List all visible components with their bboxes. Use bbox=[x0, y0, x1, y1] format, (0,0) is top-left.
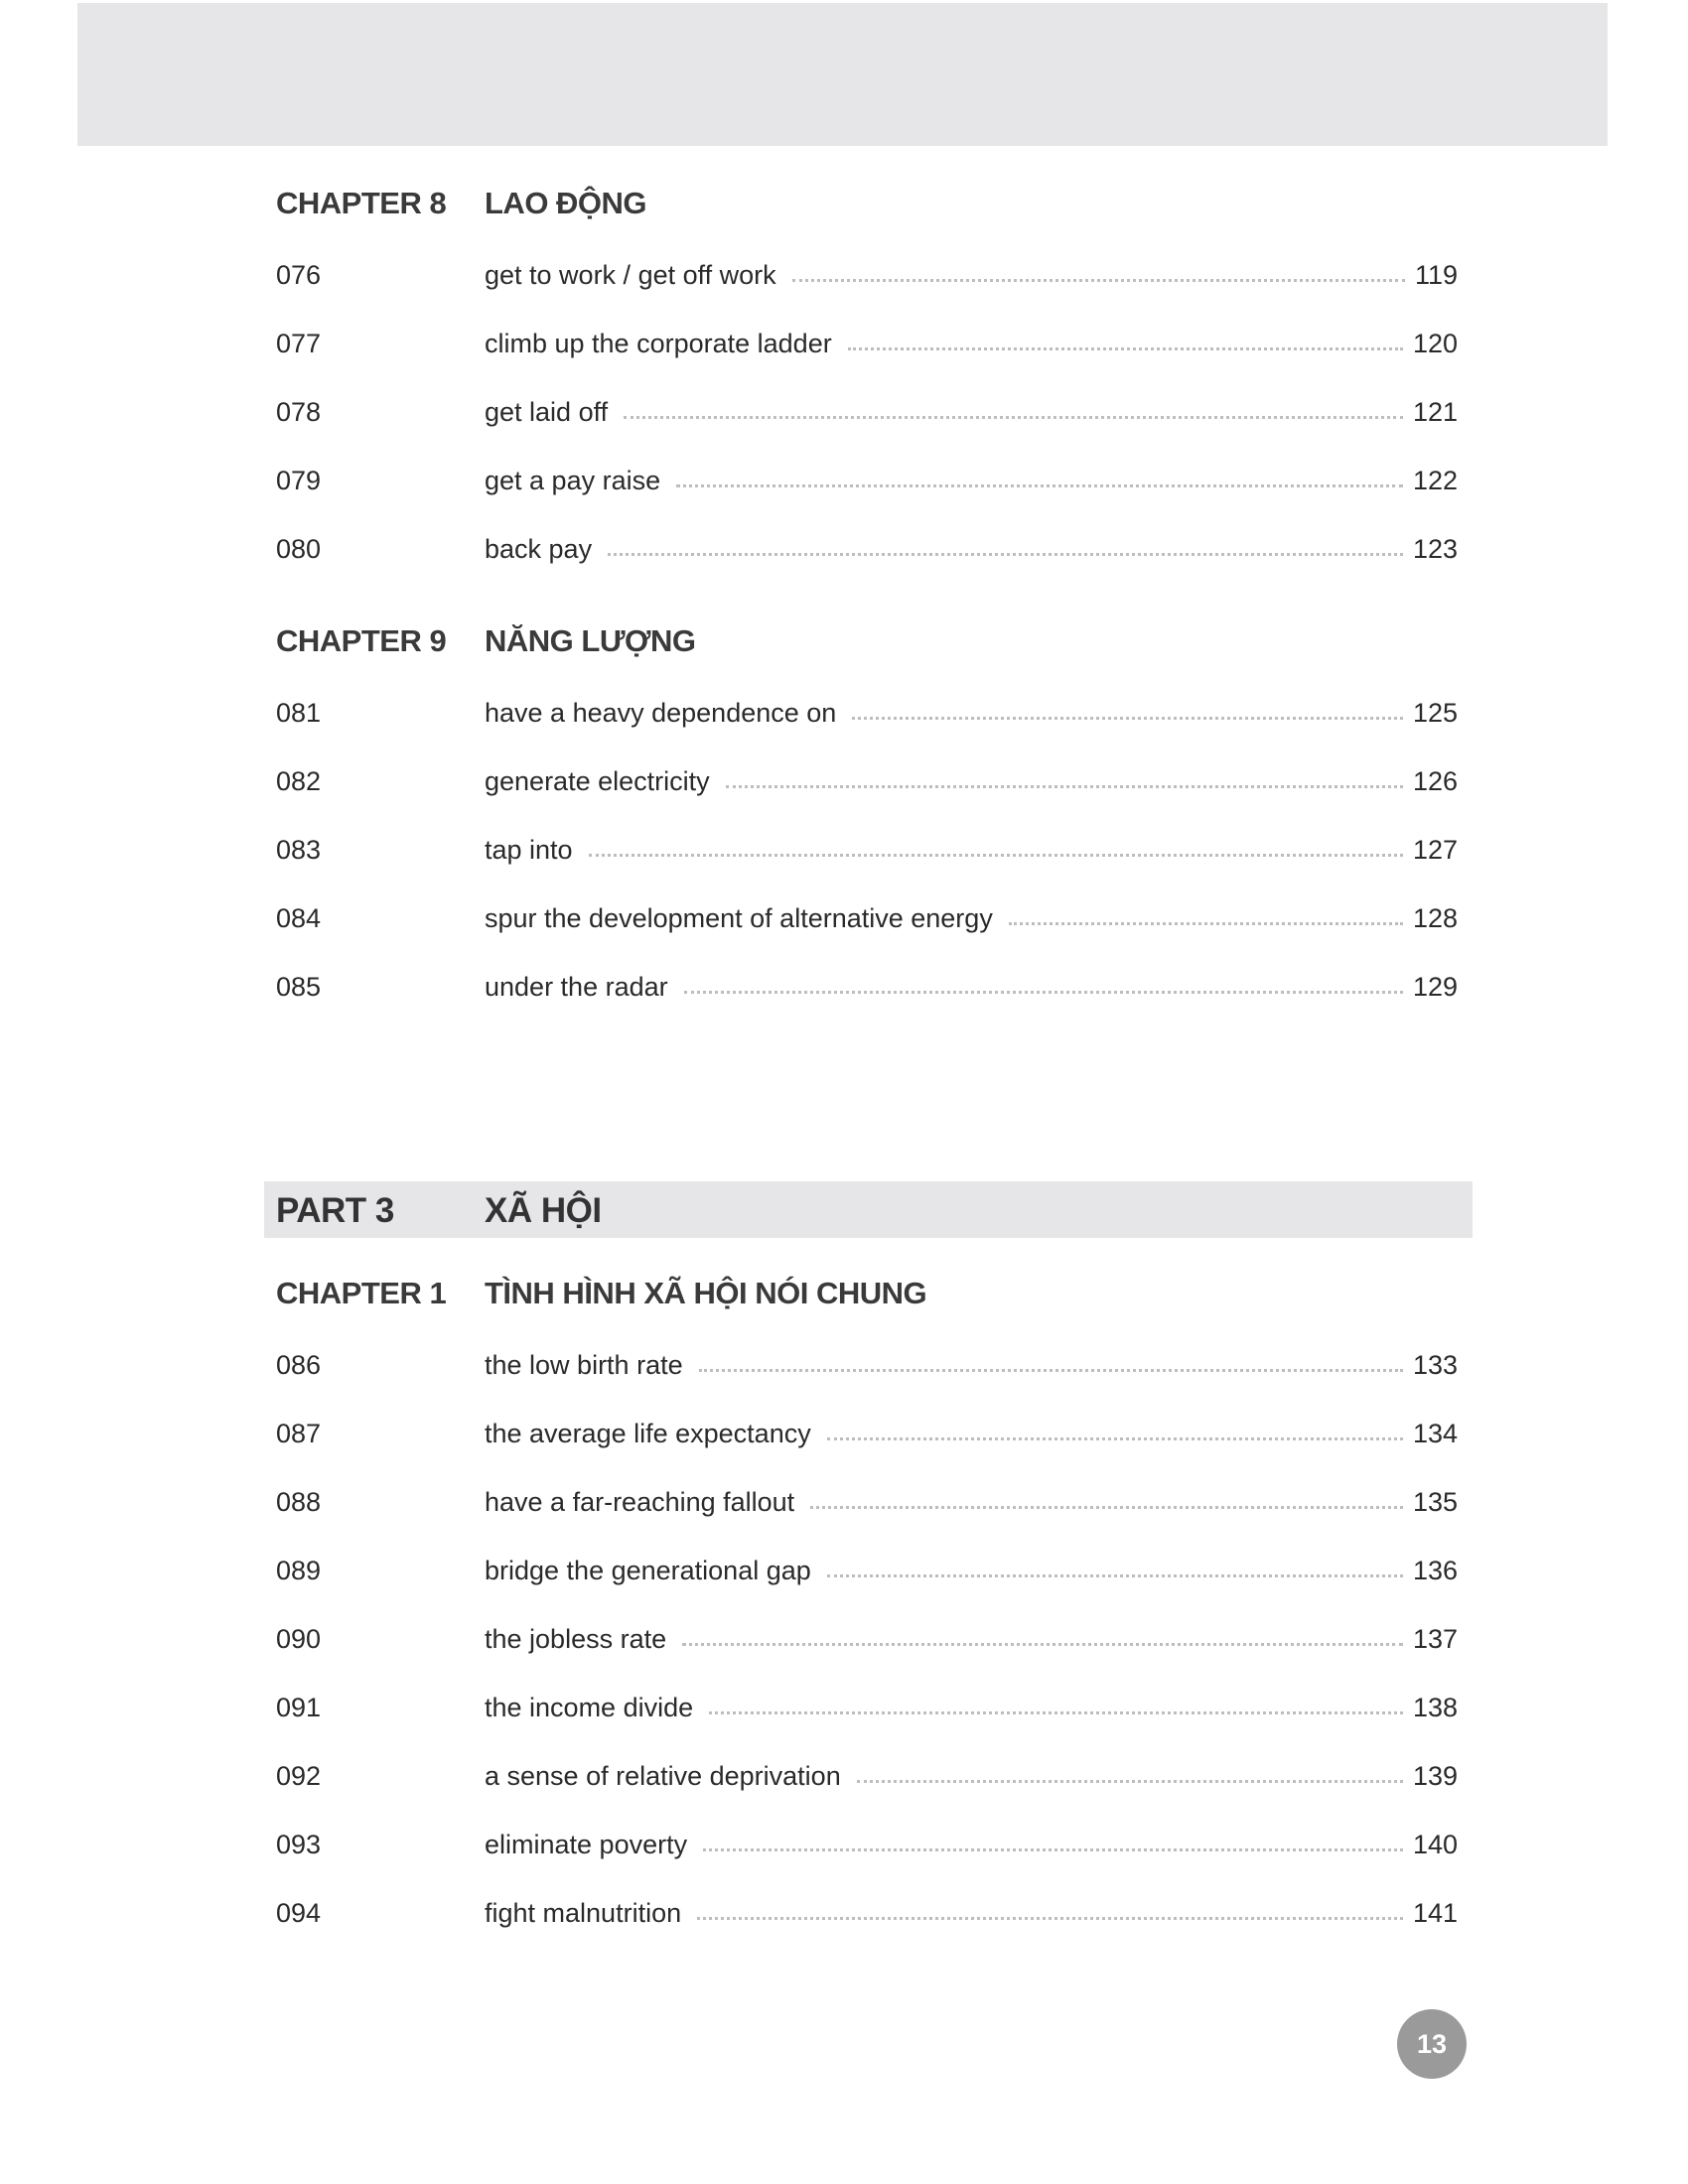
entry-phrase: tap into bbox=[485, 834, 573, 865]
entry-phrase: eliminate poverty bbox=[485, 1829, 688, 1859]
toc-entry[interactable] bbox=[276, 461, 1458, 500]
chapter-title: LAO ĐỘNG bbox=[485, 186, 647, 220]
entry-page-number: 123 bbox=[1412, 533, 1458, 564]
entry-phrase: back pay bbox=[485, 533, 593, 564]
entry-number: 089 bbox=[276, 1555, 322, 1585]
entry-page-number: 125 bbox=[1412, 697, 1458, 728]
entry-number: 087 bbox=[276, 1418, 322, 1448]
toc-entry[interactable] bbox=[276, 761, 1458, 801]
entry-phrase: the jobless rate bbox=[485, 1623, 667, 1654]
entry-phrase: bridge the generational gap bbox=[485, 1555, 811, 1585]
entry-number: 076 bbox=[276, 259, 322, 290]
entry-page-number: 138 bbox=[1412, 1692, 1458, 1722]
chapter-label: CHAPTER 9 bbox=[276, 623, 447, 658]
entry-number: 091 bbox=[276, 1692, 322, 1722]
entry-phrase: get a pay raise bbox=[485, 465, 661, 495]
entry-number: 083 bbox=[276, 834, 322, 865]
entry-phrase: spur the development of alternative energy bbox=[485, 902, 993, 933]
entry-number: 093 bbox=[276, 1829, 322, 1859]
chapter-label: CHAPTER 1 bbox=[276, 1276, 447, 1310]
entry-phrase: get laid off bbox=[485, 396, 609, 427]
toc-entry[interactable] bbox=[276, 830, 1458, 870]
entry-page-number: 120 bbox=[1412, 328, 1458, 358]
entry-number: 085 bbox=[276, 971, 322, 1002]
entry-phrase: the income divide bbox=[485, 1692, 694, 1722]
toc-entry[interactable] bbox=[276, 898, 1458, 938]
dot-leader bbox=[676, 484, 1403, 487]
entry-phrase: have a far-reaching fallout bbox=[485, 1486, 795, 1517]
entry-number: 086 bbox=[276, 1349, 322, 1380]
entry-page-number: 134 bbox=[1412, 1418, 1458, 1448]
entry-number: 080 bbox=[276, 533, 322, 564]
header-band bbox=[77, 3, 1608, 146]
dot-leader bbox=[589, 854, 1403, 857]
toc-entry[interactable] bbox=[276, 967, 1458, 1007]
dot-leader bbox=[857, 1780, 1403, 1783]
toc-entry[interactable] bbox=[276, 1893, 1458, 1933]
dot-leader bbox=[709, 1711, 1403, 1714]
toc-entry[interactable] bbox=[276, 392, 1458, 432]
entry-page-number: 119 bbox=[1414, 259, 1458, 290]
entry-page-number: 135 bbox=[1412, 1486, 1458, 1517]
entry-page-number: 137 bbox=[1412, 1623, 1458, 1654]
toc-entry[interactable] bbox=[276, 1482, 1458, 1522]
entry-phrase: under the radar bbox=[485, 971, 668, 1002]
dot-leader bbox=[608, 553, 1403, 556]
entry-page-number: 141 bbox=[1412, 1897, 1458, 1928]
entry-number: 094 bbox=[276, 1897, 322, 1928]
toc-entry[interactable] bbox=[276, 1619, 1458, 1659]
dot-leader bbox=[827, 1574, 1403, 1577]
entry-phrase: get to work / get off work bbox=[485, 259, 776, 290]
entry-number: 082 bbox=[276, 765, 322, 796]
dot-leader bbox=[684, 991, 1403, 994]
entry-phrase: climb up the corporate ladder bbox=[485, 328, 832, 358]
dot-leader bbox=[624, 416, 1403, 419]
dot-leader bbox=[848, 347, 1403, 350]
dot-leader bbox=[726, 785, 1403, 788]
dot-leader bbox=[697, 1917, 1403, 1920]
dot-leader bbox=[682, 1643, 1403, 1646]
toc-entry[interactable] bbox=[276, 1756, 1458, 1796]
toc-entry[interactable] bbox=[276, 1688, 1458, 1727]
entry-phrase: the low birth rate bbox=[485, 1349, 683, 1380]
toc-entry[interactable] bbox=[276, 1825, 1458, 1864]
toc-entry[interactable] bbox=[276, 1551, 1458, 1590]
chapter-title: NĂNG LƯỢNG bbox=[485, 623, 696, 658]
entry-page-number: 140 bbox=[1412, 1829, 1458, 1859]
entry-phrase: a sense of relative deprivation bbox=[485, 1760, 841, 1791]
dot-leader bbox=[852, 717, 1403, 720]
entry-phrase: the average life expectancy bbox=[485, 1418, 811, 1448]
entry-number: 079 bbox=[276, 465, 322, 495]
dot-leader bbox=[703, 1848, 1403, 1851]
page-number-badge: 13 bbox=[1397, 2009, 1467, 2079]
toc-entry[interactable] bbox=[276, 1414, 1458, 1453]
entry-page-number: 139 bbox=[1412, 1760, 1458, 1791]
part-band bbox=[264, 1181, 1473, 1238]
part-title: XÃ HỘI bbox=[485, 1191, 602, 1230]
entry-number: 081 bbox=[276, 697, 322, 728]
entry-number: 092 bbox=[276, 1760, 322, 1791]
part-label: PART 3 bbox=[276, 1191, 394, 1230]
entry-page-number: 126 bbox=[1412, 765, 1458, 796]
entry-number: 088 bbox=[276, 1486, 322, 1517]
toc-entry[interactable] bbox=[276, 255, 1458, 295]
entry-phrase: fight malnutrition bbox=[485, 1897, 682, 1928]
toc-entry[interactable] bbox=[276, 324, 1458, 363]
entry-page-number: 129 bbox=[1412, 971, 1458, 1002]
entry-phrase: have a heavy dependence on bbox=[485, 697, 837, 728]
dot-leader bbox=[792, 279, 1405, 282]
dot-leader bbox=[827, 1437, 1403, 1440]
entry-page-number: 121 bbox=[1412, 396, 1458, 427]
entry-number: 090 bbox=[276, 1623, 322, 1654]
toc-entry[interactable] bbox=[276, 1345, 1458, 1385]
entry-page-number: 128 bbox=[1412, 902, 1458, 933]
chapter-title: TÌNH HÌNH XÃ HỘI NÓI CHUNG bbox=[485, 1276, 927, 1310]
dot-leader bbox=[699, 1369, 1403, 1372]
entry-number: 077 bbox=[276, 328, 322, 358]
entry-number: 078 bbox=[276, 396, 322, 427]
toc-entry[interactable] bbox=[276, 693, 1458, 733]
dot-leader bbox=[810, 1506, 1403, 1509]
dot-leader bbox=[1009, 922, 1403, 925]
entry-number: 084 bbox=[276, 902, 322, 933]
chapter-label: CHAPTER 8 bbox=[276, 186, 447, 220]
entry-page-number: 133 bbox=[1412, 1349, 1458, 1380]
entry-phrase: generate electricity bbox=[485, 765, 710, 796]
toc-entry[interactable] bbox=[276, 529, 1458, 569]
entry-page-number: 136 bbox=[1412, 1555, 1458, 1585]
entry-page-number: 122 bbox=[1412, 465, 1458, 495]
entry-page-number: 127 bbox=[1412, 834, 1458, 865]
